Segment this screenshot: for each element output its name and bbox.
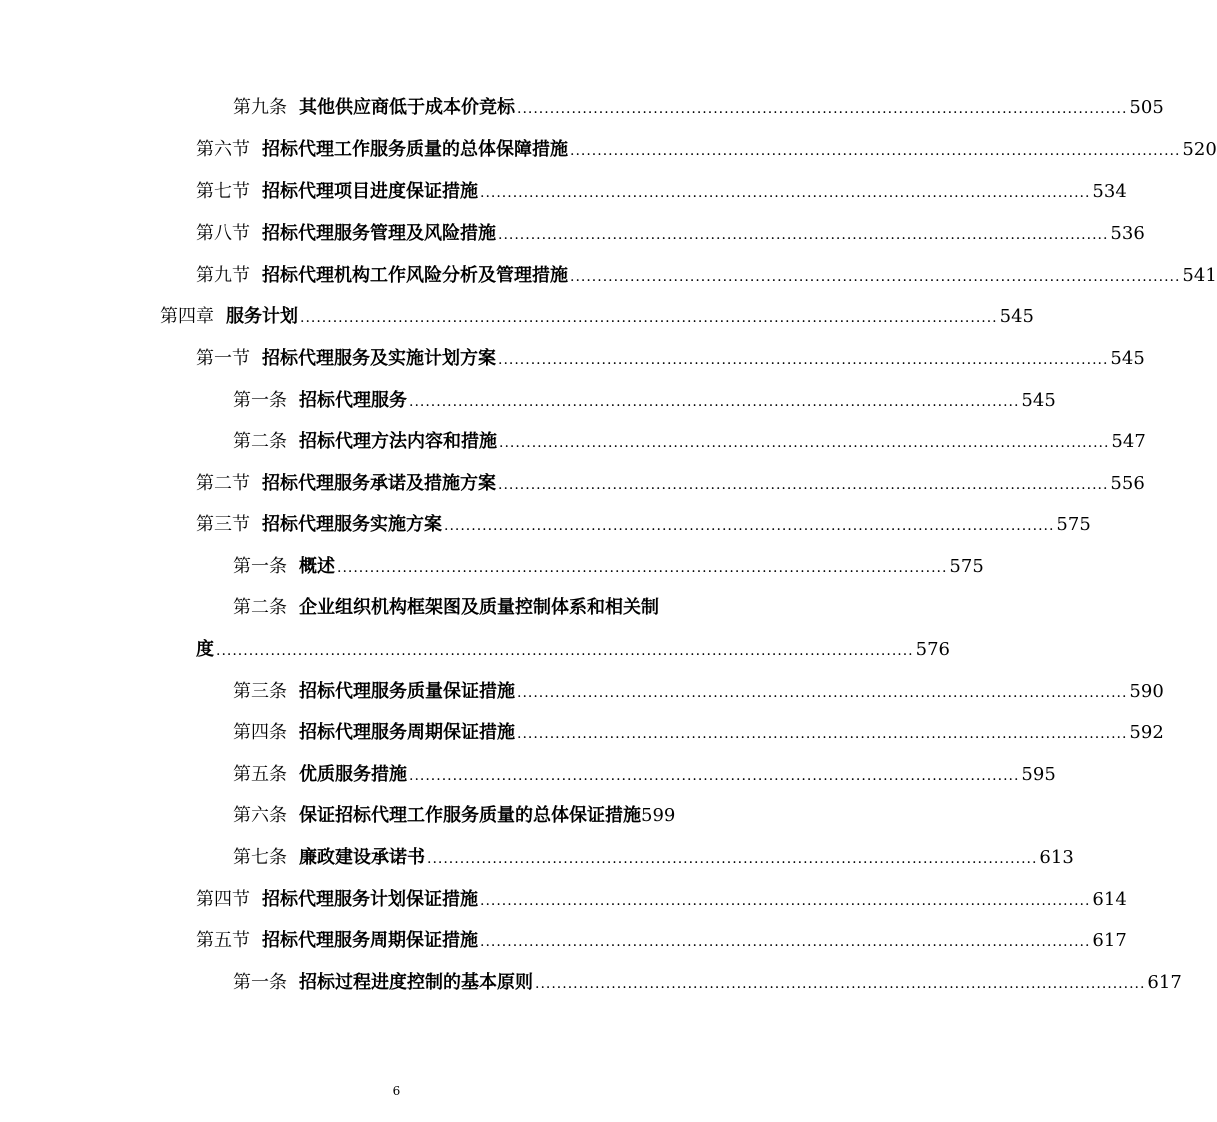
entry-number: 第一条 xyxy=(233,390,287,411)
entry-page: 575 xyxy=(949,556,984,577)
dot-leader: ................................................................................................................ xyxy=(517,726,1128,742)
dot-leader: ................................................................................................................ xyxy=(570,143,1181,159)
toc-entry[interactable] xyxy=(233,721,1164,745)
toc-entry[interactable] xyxy=(233,430,1146,454)
toc-entry[interactable] xyxy=(160,305,1034,329)
entry-page: 541 xyxy=(1182,265,1217,286)
entry-title: 招标代理服务管理及风险措施 xyxy=(262,223,496,244)
toc-entry[interactable] xyxy=(196,472,1145,496)
entry-number: 第三条 xyxy=(233,681,287,702)
dot-leader: ................................................................................................................ xyxy=(480,185,1091,201)
entry-title: 招标代理机构工作风险分析及管理措施 xyxy=(262,265,568,286)
entry-title: 概述 xyxy=(299,556,335,577)
entry-page: 614 xyxy=(1092,889,1127,910)
entry-title: 招标代理方法内容和措施 xyxy=(299,431,497,452)
entry-number: 第五节 xyxy=(196,930,250,951)
entry-page: 592 xyxy=(1129,722,1164,743)
entry-page: 575 xyxy=(1056,514,1091,535)
toc-entry[interactable] xyxy=(196,138,1217,162)
entry-title: 度 xyxy=(196,639,214,660)
dot-leader: ................................................................................................................................ xyxy=(300,310,998,326)
entry-page: 534 xyxy=(1092,181,1127,202)
entry-number: 第六节 xyxy=(196,139,250,160)
entry-title: 招标过程进度控制的基本原则 xyxy=(299,972,533,993)
entry-page: 595 xyxy=(1021,764,1056,785)
entry-number: 第九条 xyxy=(233,97,287,118)
dot-leader: ................................................................................................................................ xyxy=(216,643,914,659)
entry-number: 第七节 xyxy=(196,181,250,202)
dot-leader: ................................................................................................................ xyxy=(498,477,1109,493)
dot-leader: ................................................................................................................ xyxy=(498,227,1109,243)
entry-page: 536 xyxy=(1110,223,1145,244)
entry-title: 优质服务措施 xyxy=(299,764,407,785)
entry-page: 545 xyxy=(999,306,1034,327)
entry-title: 招标代理工作服务质量的总体保障措施 xyxy=(262,139,568,160)
entry-number: 第四节 xyxy=(196,889,250,910)
toc-entry[interactable] xyxy=(233,555,984,579)
entry-number: 第九节 xyxy=(196,265,250,286)
entry-number: 第八节 xyxy=(196,223,250,244)
toc-entry[interactable] xyxy=(196,347,1145,371)
page-number: 6 xyxy=(392,1084,401,1098)
entry-page: 556 xyxy=(1110,473,1145,494)
dot-leader: ................................................................................................................ xyxy=(409,768,1020,784)
toc-entry[interactable] xyxy=(196,222,1145,246)
entry-title: 招标代理服务承诺及措施方案 xyxy=(262,473,496,494)
toc-entry[interactable] xyxy=(196,513,1091,537)
entry-number: 第六条 xyxy=(233,805,287,826)
entry-title: 招标代理服务及实施计划方案 xyxy=(262,348,496,369)
dot-leader: ................................................................................................................ xyxy=(444,518,1055,534)
entry-number: 第四章 xyxy=(160,306,214,327)
toc-entry[interactable] xyxy=(233,971,1182,995)
dot-leader: ................................................................................................................ xyxy=(498,352,1109,368)
dot-leader: ................................................................................................................ xyxy=(570,269,1181,285)
entry-number: 第二节 xyxy=(196,473,250,494)
entry-page: 613 xyxy=(1039,847,1074,868)
entry-title: 招标代理服务计划保证措施 xyxy=(262,889,478,910)
entry-page: 617 xyxy=(1092,930,1127,951)
entry-title: 其他供应商低于成本价竞标 xyxy=(299,97,515,118)
entry-page: 505 xyxy=(1129,97,1164,118)
entry-page: 576 xyxy=(915,639,950,660)
toc-entry[interactable] xyxy=(233,680,1164,704)
entry-number: 第五条 xyxy=(233,764,287,785)
entry-number: 第四条 xyxy=(233,722,287,743)
toc-entry[interactable] xyxy=(196,929,1127,953)
toc-entry[interactable] xyxy=(196,888,1127,912)
dot-leader: ................................................................................................................ xyxy=(480,893,1091,909)
entry-number: 第一条 xyxy=(233,556,287,577)
dot-leader: ................................................................................................................ xyxy=(480,934,1091,950)
dot-leader: ................................................................................................................ xyxy=(499,435,1110,451)
entry-number: 第一节 xyxy=(196,348,250,369)
entry-page: 599 xyxy=(641,805,676,826)
dot-leader: ................................................................................................................ xyxy=(517,101,1128,117)
toc-entry[interactable] xyxy=(233,763,1056,787)
entry-number: 第二条 xyxy=(233,431,287,452)
toc-entry[interactable] xyxy=(233,596,673,620)
entry-number: 第二条 xyxy=(233,597,287,618)
entry-title: 招标代理服务质量保证措施 xyxy=(299,681,515,702)
toc-entry[interactable] xyxy=(233,846,1074,870)
toc-entry[interactable] xyxy=(196,180,1127,204)
entry-title: 招标代理服务周期保证措施 xyxy=(299,722,515,743)
entry-page: 617 xyxy=(1147,972,1182,993)
dot-leader: ................................................................................................................ xyxy=(427,851,1038,867)
entry-title: 廉政建设承诺书 xyxy=(299,847,425,868)
toc-entry-continuation[interactable] xyxy=(196,638,950,662)
entry-page: 545 xyxy=(1110,348,1145,369)
entry-title: 服务计划 xyxy=(226,306,298,327)
entry-number: 第七条 xyxy=(233,847,287,868)
dot-leader: ................................................................................................................ xyxy=(535,976,1146,992)
toc-entry[interactable] xyxy=(233,96,1164,120)
entry-title: 招标代理服务周期保证措施 xyxy=(262,930,478,951)
entry-page: 590 xyxy=(1129,681,1164,702)
entry-page: 545 xyxy=(1021,390,1056,411)
entry-title: 招标代理服务 xyxy=(299,390,407,411)
toc-entry[interactable] xyxy=(196,264,1217,288)
entry-title: 招标代理项目进度保证措施 xyxy=(262,181,478,202)
entry-title: 企业组织机构框架图及质量控制体系和相关制 xyxy=(299,597,659,618)
dot-leader: ................................................................................................................ xyxy=(517,685,1128,701)
entry-page: 547 xyxy=(1111,431,1146,452)
entry-title: 保证招标代理工作服务质量的总体保证措施 xyxy=(299,805,641,826)
toc-entry[interactable] xyxy=(233,804,676,828)
entry-title: 招标代理服务实施方案 xyxy=(262,514,442,535)
toc-entry[interactable] xyxy=(233,389,1056,413)
entry-number: 第三节 xyxy=(196,514,250,535)
dot-leader: ................................................................................................................ xyxy=(337,560,948,576)
dot-leader: ................................................................................................................ xyxy=(409,394,1020,410)
entry-number: 第一条 xyxy=(233,972,287,993)
entry-page: 520 xyxy=(1182,139,1217,160)
